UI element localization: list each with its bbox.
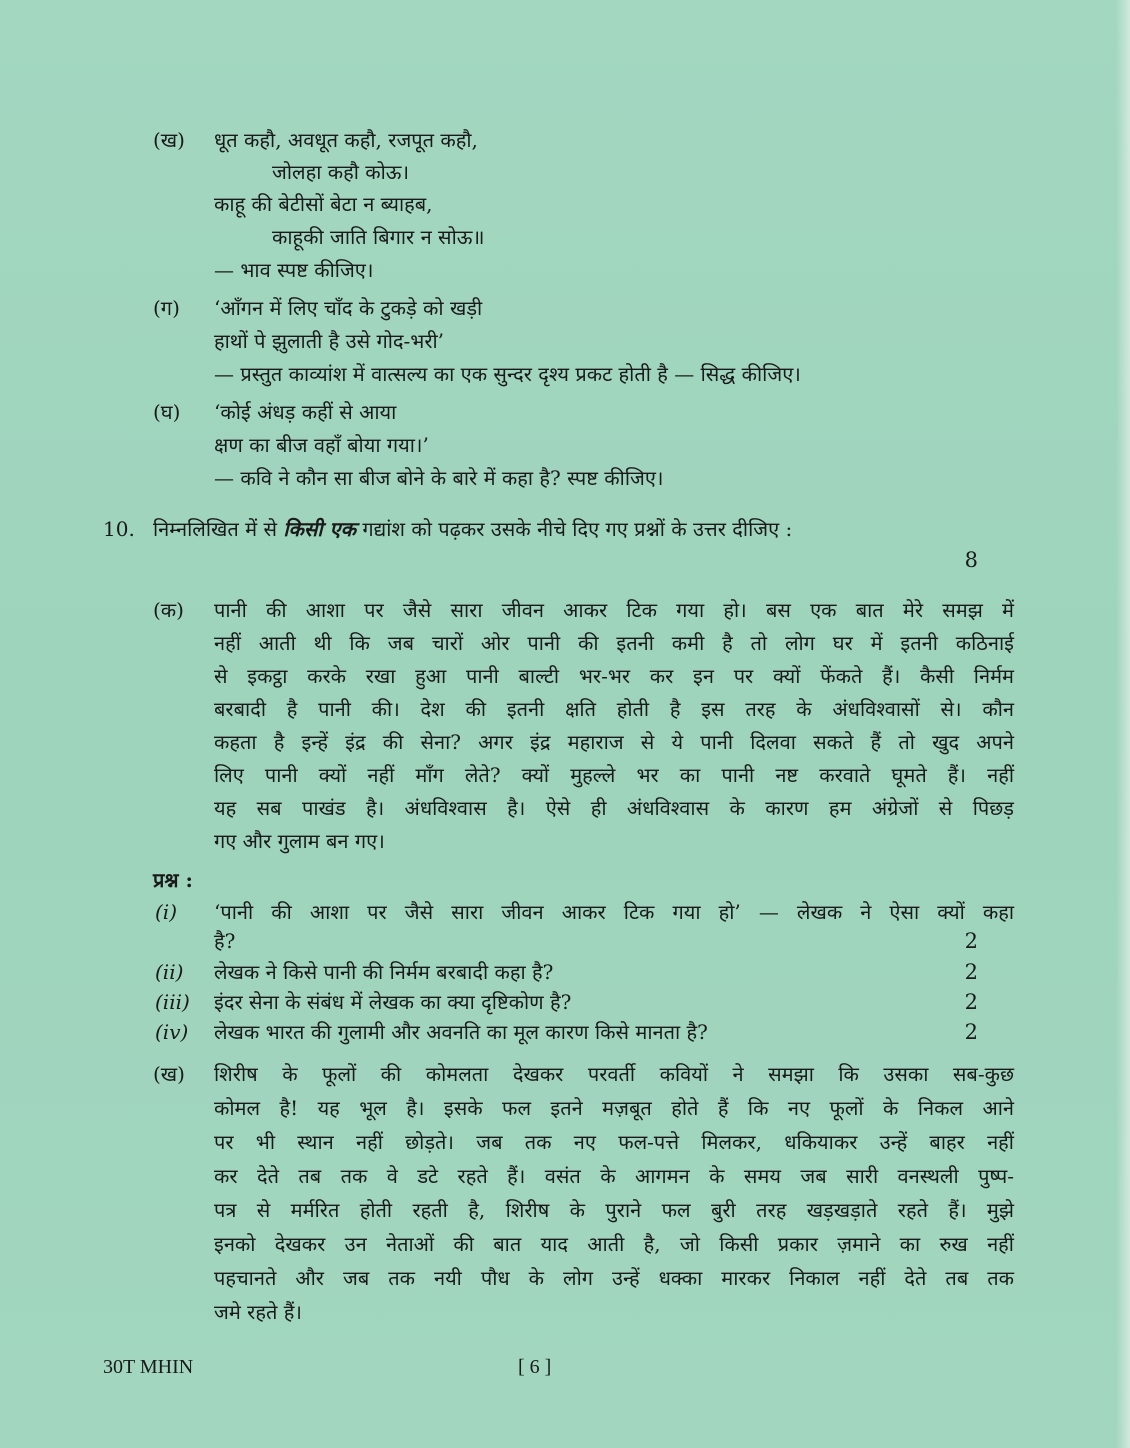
q10-kha-passage-line: इनको देखकर उन नेताओं की बात याद आती है, जो किसी प्रकार ज़माने का रुख नहीं (214, 1232, 1014, 1256)
question-number: (i) (155, 900, 178, 924)
q9-kha-label: (ख) (153, 128, 185, 152)
q10-ka-passage-line: से इकट्ठा करके रखा हुआ पानी बाल्टी भर-भर कर इन पर क्यों फेंकते हैं। कैसी निर्मम (214, 664, 1014, 688)
q10-kha-passage-line: कोमल है! यह भूल है। इसके फल इतने मज़बूत होते हैं कि नए फूलों के निकल आने (214, 1096, 1014, 1120)
q9-kha-line: धूत कहौ, अवधूत कहौ, रजपूत कहौ, (214, 128, 478, 152)
question-marks: 2 (964, 960, 978, 984)
question-number: (ii) (155, 960, 184, 984)
q10-ka-label: (क) (153, 598, 184, 622)
q10-number: 10. (103, 517, 135, 541)
q9-ga-instruction: — प्रस्तुत काव्यांश में वात्सल्य का एक सुन्दर दृश्य प्रकट होती है — सिद्ध कीजिए। (214, 362, 801, 386)
q10-kha-passage-line: कर देते तब तक वे डटे रहते हैं। वसंत के आगमन के समय जब सारी वनस्थली पुष्प- (214, 1164, 1014, 1188)
q9-ga-line: हाथों पे झुलाती है उसे गोद-भरी’ (214, 329, 445, 353)
q10-instruction: निम्नलिखित में से किसी एक गद्यांश को पढ़कर उसके नीचे दिए गए प्रश्नों के उत्तर दीजिए : (153, 517, 793, 541)
q9-kha-line: काहूकी जाति बिगार न सोऊ॥ (272, 225, 485, 249)
question-marks: 2 (964, 990, 978, 1014)
q10-ka-passage-line: यह सब पाखंड है। अंधविश्वास है। ऐसे ही अंधविश्वास के कारण हम अंग्रेजों से पिछड़ (214, 796, 1014, 820)
q9-kha-line: जोलहा कहौ कोऊ। (272, 160, 410, 184)
question-number: (iv) (155, 1020, 189, 1044)
q10-instruction-emphasis: किसी एक (283, 517, 356, 541)
paper-edge (1116, 0, 1130, 1448)
q9-gha-line: ‘कोई अंधड़ कहीं से आया (214, 400, 397, 424)
question-marks: 2 (964, 1020, 978, 1044)
question-text: ‘पानी की आशा पर जैसे सारा जीवन आकर टिक गया हो’ — लेखक ने ऐसा क्यों कहा (214, 900, 1014, 924)
q10-kha-label: (ख) (153, 1062, 185, 1086)
q9-gha-line: क्षण का बीज वहाँ बोया गया।’ (214, 433, 429, 457)
question-text: इंदर सेना के संबंध में लेखक का क्या दृष्टिकोण है? (214, 990, 572, 1014)
question-text: लेखक ने किसे पानी की निर्मम बरबादी कहा है? (214, 960, 554, 984)
q10-ka-passage-line: लिए पानी क्यों नहीं माँग लेते? क्यों मुहल्ले भर का पानी नष्ट करवाते घूमते हैं। नहीं (214, 763, 1014, 787)
q10-ka-passage-line: पानी की आशा पर जैसे सारा जीवन आकर टिक गया हो। बस एक बात मेरे समझ में (214, 598, 1014, 622)
paper-code: 30T MHIN (103, 1356, 194, 1378)
q10-kha-passage-line: शिरीष के फूलों की कोमलता देखकर परवर्ती कवियों ने समझा कि उसका सब-कुछ (214, 1062, 1014, 1086)
questions-heading: प्रश्न : (153, 868, 193, 892)
q10-ka-passage-line: कहता है इन्हें इंद्र की सेना? अगर इंद्र महाराज से ये पानी दिलवा सकते हैं तो खुद अपने (214, 730, 1014, 754)
q9-kha-line: काहू की बेटीसों बेटा न ब्याहब, (214, 192, 433, 216)
question-text: है? (214, 929, 236, 953)
q9-ga-line: ‘आँगन में लिए चाँद के टुकड़े को खड़ी (214, 296, 483, 320)
q9-kha-instruction: — भाव स्पष्ट कीजिए। (214, 258, 374, 282)
page-number: [ 6 ] (518, 1356, 552, 1378)
q9-gha-label: (घ) (153, 400, 181, 424)
q10-kha-passage-line: जमे रहते हैं। (214, 1300, 302, 1324)
q9-ga-label: (ग) (153, 296, 180, 320)
q10-ka-passage-line: नहीं आती थी कि जब चारों ओर पानी की इतनी कमी है तो लोग घर में इतनी कठिनाई (214, 631, 1014, 655)
question-number: (iii) (155, 990, 190, 1014)
q10-kha-passage-line: पहचानते और जब तक नयी पौध के लोग उन्हें धक्का मारकर निकाल नहीं देते तब तक (214, 1266, 1014, 1290)
question-marks: 2 (964, 929, 978, 953)
q10-ka-passage-line: गए और गुलाम बन गए। (214, 829, 385, 853)
q10-ka-passage-line: बरबादी है पानी की। देश की इतनी क्षति होती है इस तरह के अंधविश्वासों से। कौन (214, 697, 1014, 721)
q10-kha-passage-line: पर भी स्थान नहीं छोड़ते। जब तक नए फल-पत्ते मिलकर, धकियाकर उन्हें बाहर नहीं (214, 1130, 1014, 1154)
q9-gha-instruction: — कवि ने कौन सा बीज बोने के बारे में कहा है? स्पष्ट कीजिए। (214, 466, 664, 490)
question-text: लेखक भारत की गुलामी और अवनति का मूल कारण किसे मानता है? (214, 1020, 708, 1044)
q10-marks: 8 (964, 548, 978, 572)
q10-kha-passage-line: पत्र से मर्मरित होती रहती है, शिरीष के पुराने फल बुरी तरह खड़खड़ाते रहते हैं। मुझे (214, 1198, 1014, 1222)
